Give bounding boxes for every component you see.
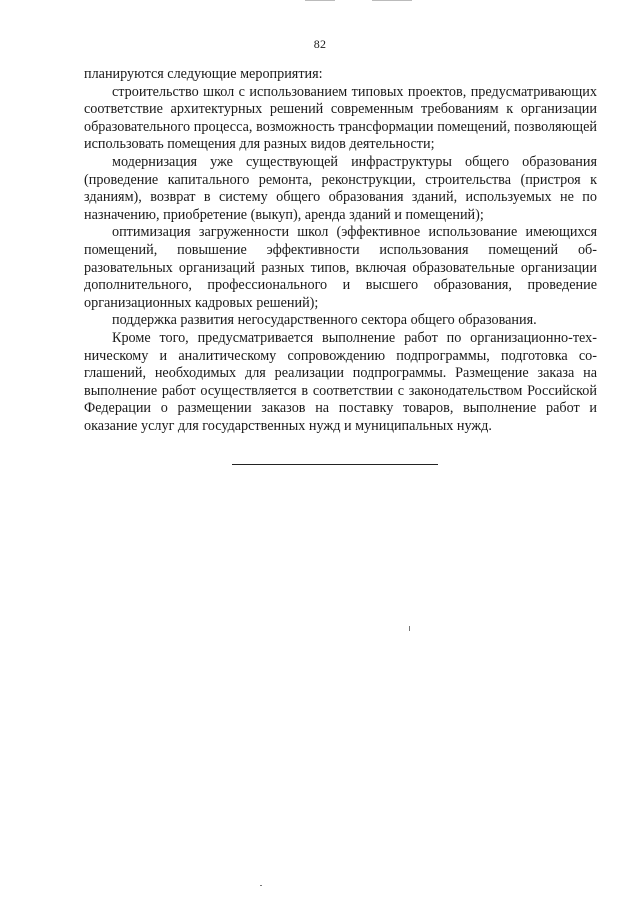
document-body [84,66,597,435]
paragraph-private-sector: поддержка развития негосударственного сектора общего образования. [112,312,537,329]
paragraph-construction: строительство школ с использованием типовых проектов, предусматривающих соответствие архитектурных решений современным требованиям к организации образовательного процесса, возможность трансформации помещений, позволяющей использовать помещения для разных видов деятельности; [84,83,597,153]
scan-speck [260,885,262,886]
end-divider-line [232,464,438,465]
paragraph-optimization: оптимизация загруженности школ (эффективное использование имеющихся помещений, повышение эффективности использования помещений образовательных организаций разных типов, включая образовательные организации дополнительного, профессионального и высшего образования, проведение организационных кадровых решений); [84,224,597,311]
page-number: 82 [313,37,327,51]
paragraph-additional-works: Кроме того, предусматривается выполнение работ по организационно-техническому и аналитическому сопровождению подпрограммы, подготовка соглашений, необходимых для реализации подпрограммы. Размещение заказа на выполнение работ осуществляется в соответствии с законодательством Российской Федерации о размещении заказов на поставку товаров, выполнение работ и оказание услуг для государственных нужд и муниципальных нужд. [84,329,597,434]
scan-artifact [372,0,412,1]
scan-artifact [305,0,335,1]
scan-speck [409,626,410,631]
paragraph-modernization: модернизация уже существующей инфраструктуры общего образования (проведение капитального ремонта, реконструкции, строительства (пристроя к зданиям), возврат в систему общего образования зданий, используемых не по назначению, приобретение (выкуп), аренда зданий и помещений); [84,153,597,223]
paragraph-intro: планируются следующие мероприятия: [84,66,323,82]
